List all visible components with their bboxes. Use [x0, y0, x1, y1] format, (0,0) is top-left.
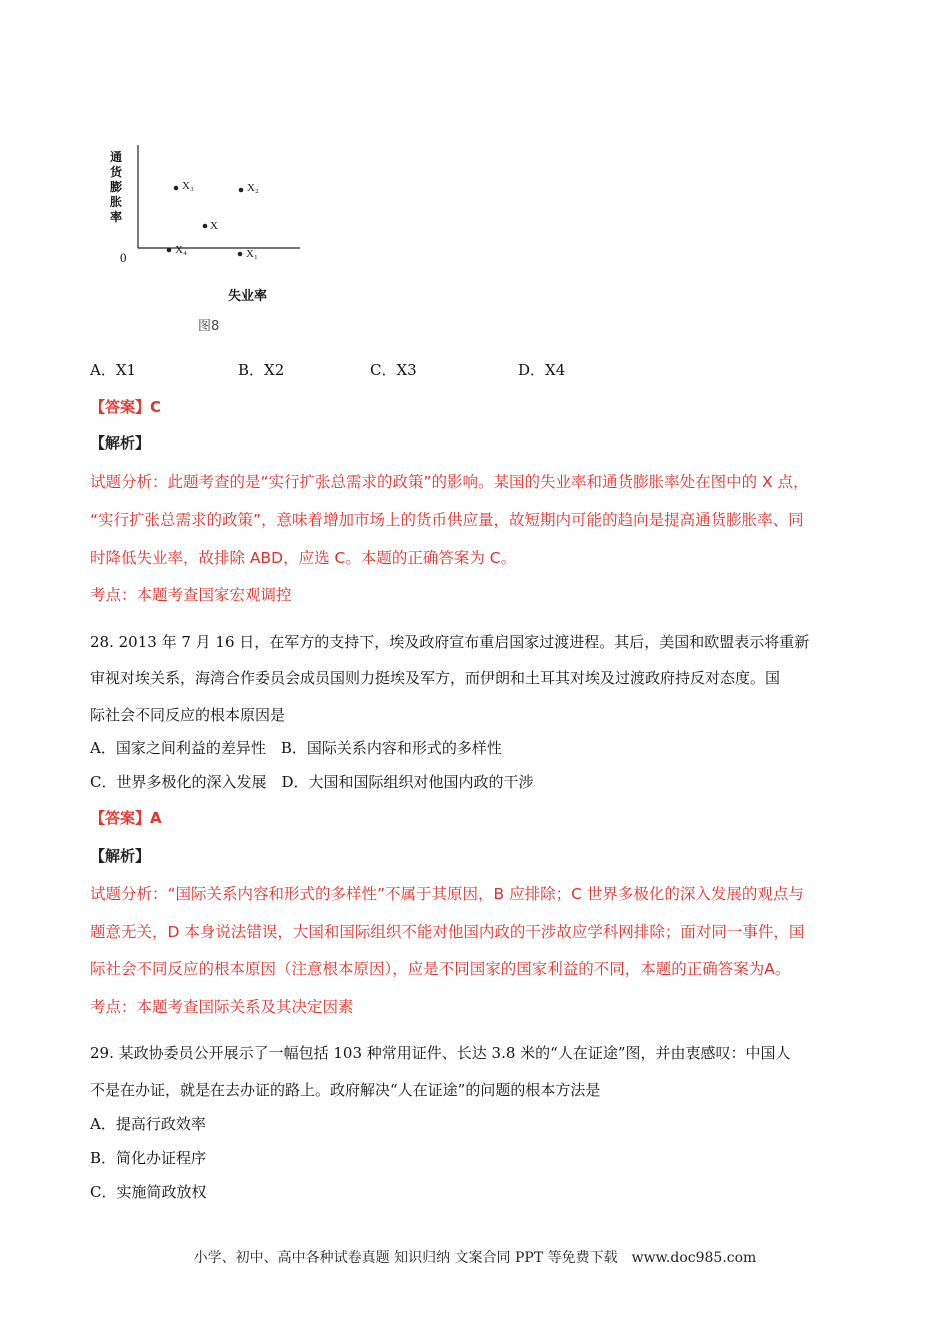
y-axis-char: 胀: [110, 195, 123, 209]
q27-analysis-label: 【解析】: [90, 434, 151, 452]
point-x4: [167, 248, 172, 253]
point-label-x: X: [210, 220, 218, 232]
point-x1: [238, 252, 243, 257]
q28-answer: 【答案】A: [90, 809, 162, 827]
point-x2: [239, 188, 244, 193]
origin-label: 0: [120, 250, 127, 265]
point-label-x4: X₄: [175, 244, 187, 256]
q28-stem-line: 际社会不同反应的根本原因是: [90, 706, 286, 724]
q27-answer: 【答案】C: [90, 398, 162, 416]
q28-stem-line: 审视对埃关系，海湾合作委员会成员国则力挺埃及军方，而伊朗和土耳其对埃及过渡政府持反对态度。国: [90, 669, 781, 687]
point-x: [203, 224, 208, 229]
q27-option-a: A．X1: [90, 361, 137, 379]
q27-option-d: D．X4: [518, 361, 566, 379]
q27-analysis-line: “实行扩张总需求的政策”，意味着增加市场上的货币供应量，故短期内可能的趋向是提高通货膨胀率、同: [90, 511, 804, 529]
q28-options-cd: C．世界多极化的深入发展 D．大国和国际组织对他国内政的干涉: [90, 773, 534, 791]
q28-options-ab: A．国家之间利益的差异性 B．国际关系内容和形式的多样性: [90, 739, 502, 757]
point-x3: [174, 186, 179, 191]
figure-caption: 图8: [198, 319, 220, 334]
figure-8: [100, 140, 315, 340]
q29-option-b: B．简化办证程序: [90, 1149, 207, 1167]
q27-analysis-line: 时降低失业率，故排除 ABD，应选 C。本题的正确答案为 C。: [90, 549, 517, 567]
y-axis-char: 通: [110, 150, 123, 164]
y-axis-char: 货: [110, 165, 123, 179]
q28-analysis-line: 试题分析：“国际关系内容和形式的多样性”不属于其原因，B 应排除；C 世界多极化的深入发展的观点与: [90, 885, 804, 903]
q28-analysis-line: 题意无关，D 本身说法错误，大国和国际组织不能对他国内政的干涉故应学科网排除；面对同一事件，国: [90, 923, 805, 941]
point-label-x1: X₁: [246, 248, 258, 260]
q27-option-b: B．X2: [238, 361, 285, 379]
point-label-x2: X₂: [247, 182, 259, 194]
y-axis-label: [110, 150, 124, 225]
page-footer: 小学、初中、高中各种试卷真题 知识归纳 文案合同 PPT 等免费下载 www.doc985.com: [193, 1250, 757, 1266]
q27-kaodian: 考点：本题考查国家宏观调控: [90, 586, 292, 604]
q27-analysis-line: 试题分析：此题考查的是“实行扩张总需求的政策”的影响。某国的失业率和通货膨胀率处在图中的 X 点，: [90, 473, 809, 491]
q28-analysis-line: 际社会不同反应的根本原因（注意根本原因），应是不同国家的国家利益的不同，本题的正确答案为A。: [90, 960, 791, 978]
y-axis-char: 率: [110, 210, 123, 224]
q29-option-a: A．提高行政效率: [90, 1115, 206, 1133]
q29-option-c: C．实施简政放权: [90, 1183, 207, 1201]
point-label-x3: X₃: [182, 180, 194, 192]
q28-stem-line: 28. 2013 年 7 月 16 日，在军方的支持下，埃及政府宣布重启国家过渡进程。其后，美国和欧盟表示将重新: [90, 633, 810, 651]
x-axis-label: 失业率: [228, 289, 268, 304]
figure-axes: [100, 140, 315, 340]
q29-stem-line: 29. 某政协委员公开展示了一幅包括 103 种常用证件、长达 3.8 米的“人在证途”图，并由衷感叹：中国人: [90, 1044, 791, 1062]
q28-analysis-label: 【解析】: [90, 847, 151, 865]
q29-stem-line: 不是在办证，就是在去办证的路上。政府解决“人在证途”的问题的根本方法是: [90, 1081, 601, 1099]
y-axis-char: 膨: [110, 180, 123, 194]
q27-option-c: C．X3: [370, 361, 417, 379]
q28-kaodian: 考点：本题考查国际关系及其决定因素: [90, 998, 354, 1016]
